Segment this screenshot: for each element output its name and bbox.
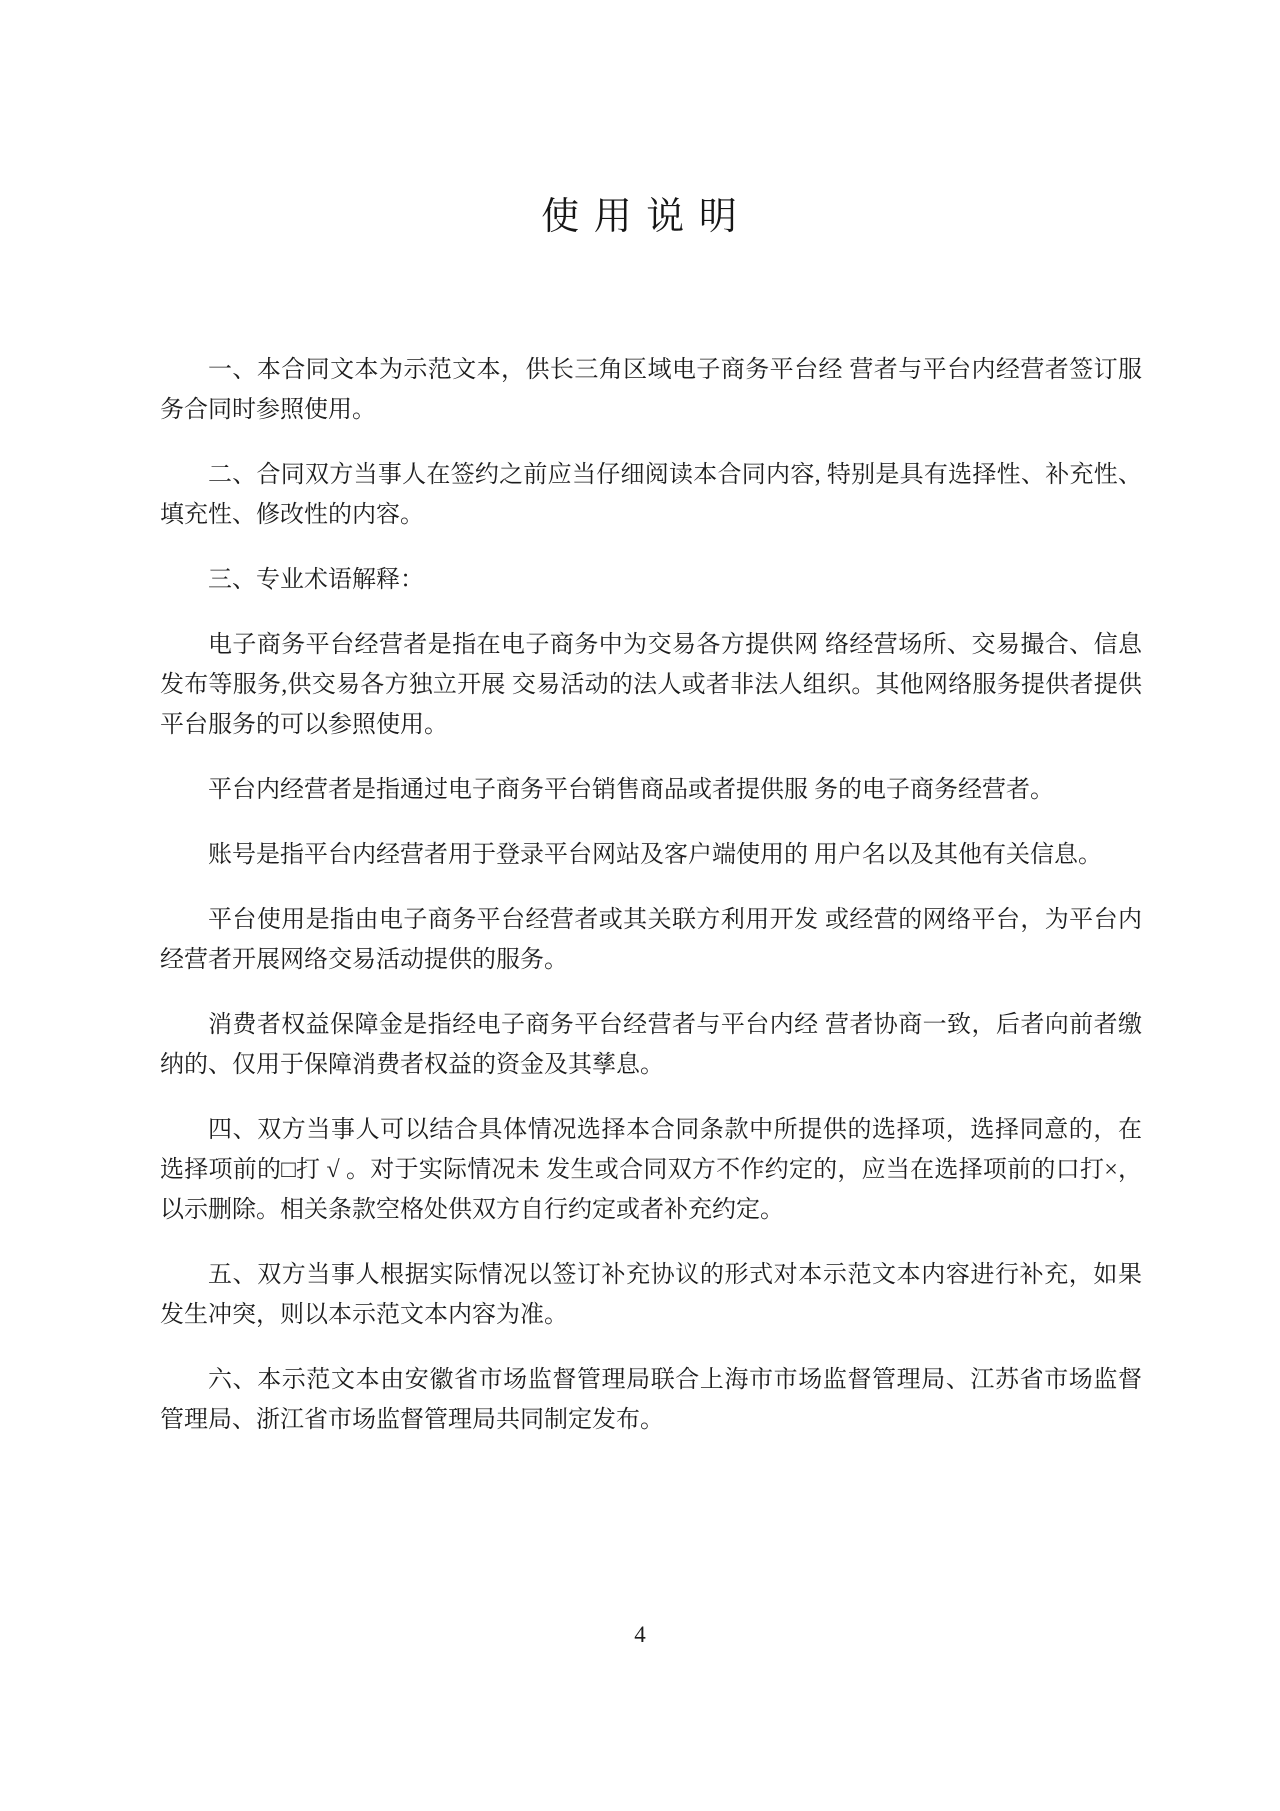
page-title: 使 用 说 明	[541, 196, 739, 238]
paragraph: 电子商务平台经营者是指在电子商务中为交易各方提供网 络经营场所、交易撮合、信息发布等服务,供交易各方独立开展 交易活动的法人或者非法人组织。其他网络服务提供者提供平台服务的可以参照使用。	[160, 632, 1142, 738]
paragraph: 账号是指平台内经营者用于登录平台网站及客户端使用的 用户名以及其他有关信息。	[208, 842, 1102, 868]
paragraph: 平台内经营者是指通过电子商务平台销售商品或者提供服 务的电子商务经营者。	[208, 777, 1054, 803]
paragraph: 三、专业术语解释：	[208, 567, 424, 593]
paragraph: 四、双方当事人可以结合具体情况选择本合同条款中所提供的选择项，选择同意的，在选择项前的□打 √ 。对于实际情况未 发生或合同双方不作约定的，应当在选择项前的口打×，以示删除。相关条款空格处供双方自行约定或者补充约定。	[160, 1117, 1142, 1223]
page-number: 4	[634, 1622, 646, 1647]
paragraph: 消费者权益保障金是指经电子商务平台经营者与平台内经 营者协商一致，后者向前者缴纳的、仅用于保障消费者权益的资金及其孳息。	[160, 1012, 1142, 1078]
paragraph: 六、本示范文本由安徽省市场监督管理局联合上海市市场监督管理局、江苏省市场监督管理局、浙江省市场监督管理局共同制定发布。	[160, 1367, 1142, 1433]
paragraph: 五、双方当事人根据实际情况以签订补充协议的形式对本示范文本内容进行补充，如果发生冲突，则以本示范文本内容为准。	[160, 1262, 1142, 1328]
paragraph: 二、合同双方当事人在签约之前应当仔细阅读本合同内容, 特别是具有选择性、补充性、填充性、修改性的内容。	[160, 462, 1142, 528]
paragraph: 平台使用是指由电子商务平台经营者或其关联方利用开发 或经营的网络平台，为平台内经营者开展网络交易活动提供的服务。	[160, 907, 1142, 973]
document-body	[160, 350, 1142, 1465]
paragraph: 一、本合同文本为示范文本，供长三角区域电子商务平台经 营者与平台内经营者签订服务合同时参照使用。	[160, 357, 1142, 423]
